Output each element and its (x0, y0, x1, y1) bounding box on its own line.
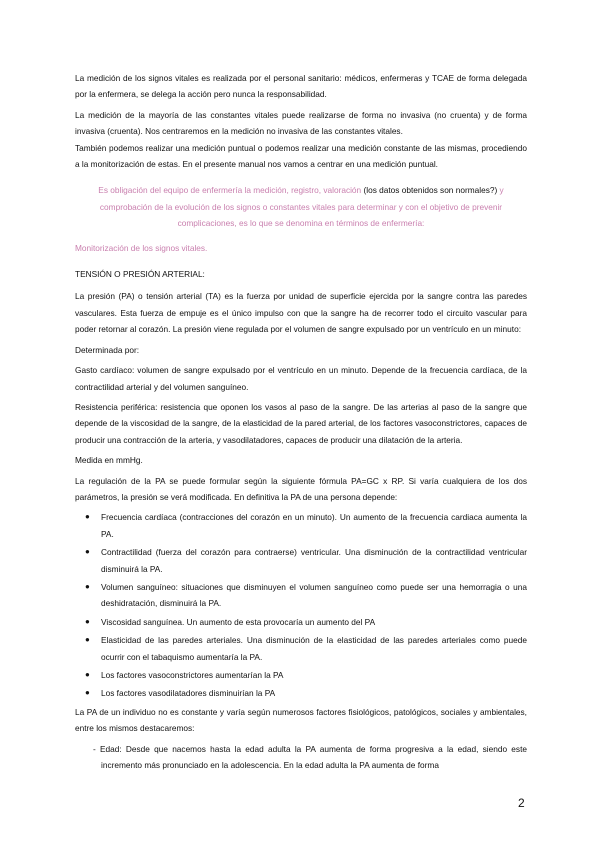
highlight-paragraph (75, 182, 527, 231)
list-item: ● Los factores vasoconstrictores aumentarían la PA (75, 667, 527, 683)
monitorizacion-heading: Monitorización de los signos vitales. (75, 242, 208, 253)
list-item: ● Frecuencia cardíaca (contracciones del corazón en un minuto). Un aumento de la frecuencia cardiaca aumenta la PA. (75, 509, 527, 542)
bullet-icon: ● (85, 512, 90, 522)
paragraph-edad: - Edad: Desde que nacemos hasta la edad adulta la PA aumenta de forma progresiva a la edad, siendo este incremento más pronunciado en la adolescencia. En la edad adulta la PA aumenta de forma (93, 743, 527, 771)
list-item: ● Los factores vasodilatadores disminuirían la PA (75, 685, 527, 701)
bullet-icon: ● (85, 635, 90, 645)
bullet-icon: ● (85, 581, 90, 591)
highlight-part1: Es obligación del equipo de enfermería la medición, registro, valoración (98, 185, 362, 196)
paragraph-medicion-personal: La medición de los signos vitales es realizada por el personal sanitario: médicos, enfermeras y TCAE de forma delegada por la enfermera, se delega la acción pero nunca la responsabilidad. (75, 73, 527, 100)
paragraph-regulacion: La regulación de la PA se puede formular según la siguiente fórmula PA=GC x RP. Si varía cualquiera de los dos parámetros, la presión se verá modificada. En definitiva la PA de una persona depende: (75, 475, 527, 502)
highlight-part3: y comprobación de la evolución de los signos o constantes vitales para determinar y con el objetivo de prevenir complicaciones, es lo que se denomina en términos de enfermería: (99, 185, 504, 229)
page-content (75, 70, 527, 777)
paragraph-gasto-cardiaco: Gasto cardíaco: volumen de sangre expulsado por el ventrículo en un minuto. Depende de la frecuencia cardíaca, de la contractilidad arterial y del volumen sanguíneo. (75, 365, 527, 392)
list-item: ● Viscosidad sanguínea. Un aumento de esta provocaría un aumento del PA (75, 614, 527, 630)
page-number: 2 (518, 796, 525, 810)
paragraph-resistencia: Resistencia periférica: resistencia que oponen los vasos al paso de la sangre. De las arterias al paso de la sangre que depende de la viscosidad de la sangre, de la elasticidad de la pared arterial, de los factores vasoconstrictores, capaces de producir una contracción de la arteria, y vasodilatadores, capaces de producir una dilatación de la arteria. (75, 401, 527, 445)
list-item: ● Volumen sanguíneo: situaciones que disminuyen el volumen sanguíneo como puede ser una hemorragia o una deshidratación, disminuirá la PA. (75, 579, 527, 612)
list-item: ● Contractilidad (fuerza del corazón para contraerse) ventricular. Una disminución de la contractilidad ventricular disminuirá la PA. (75, 544, 527, 577)
factors-list (75, 509, 527, 701)
label-determinada-por: Determinada por: (75, 344, 140, 355)
bullet-icon: ● (85, 670, 90, 679)
bullet-icon: ● (85, 688, 90, 698)
bullet-icon: ● (85, 547, 90, 557)
paragraph-invasiva: La medición de la mayoría de las constantes vitales puede realizarse de forma no invasiva (no cruenta) y de forma invasiva (cruenta). Nos centraremos en la medición no invasiva de las constantes vitales. (75, 109, 527, 137)
paragraph-definicion: La presión (PA) o tensión arterial (TA) es la fuerza por unidad de superficie ejercida por la sangre contra las paredes vasculares. Esta fuerza de empuje es el único impulso con que la sangre ha de recorrer todo el circuito vascular para poder retornar al corazón. La presión viene regulada por el volumen de sangre expulsado por un ventrículo en un minuto: (75, 291, 527, 335)
highlight-part2: (los datos obtenidos son normales?) (361, 185, 498, 196)
paragraph-factores-intro: La PA de un individuo no es constante y varía según numerosos factores fisiológicos, patológicos, sociales y ambientales, entre los mismos destacaremos: (75, 706, 527, 734)
list-item: ● Elasticidad de las paredes arteriales. Una disminución de la elasticidad de las paredes arteriales como puede ocurrir con el tabaquismo aumentaría la PA. (75, 632, 527, 665)
label-medida: Medida en mmHg. (75, 455, 143, 466)
bullet-icon: ● (85, 616, 90, 626)
paragraph-puntual: También podemos realizar una medición puntual o podemos realizar una medición constante de las mismas, procediendo a la monitorización de estas. En el presente manual nos vamos a centrar en una medición puntual. (75, 142, 527, 170)
section-title: TENSIÓN O PRESIÓN ARTERIAL: (75, 269, 205, 280)
